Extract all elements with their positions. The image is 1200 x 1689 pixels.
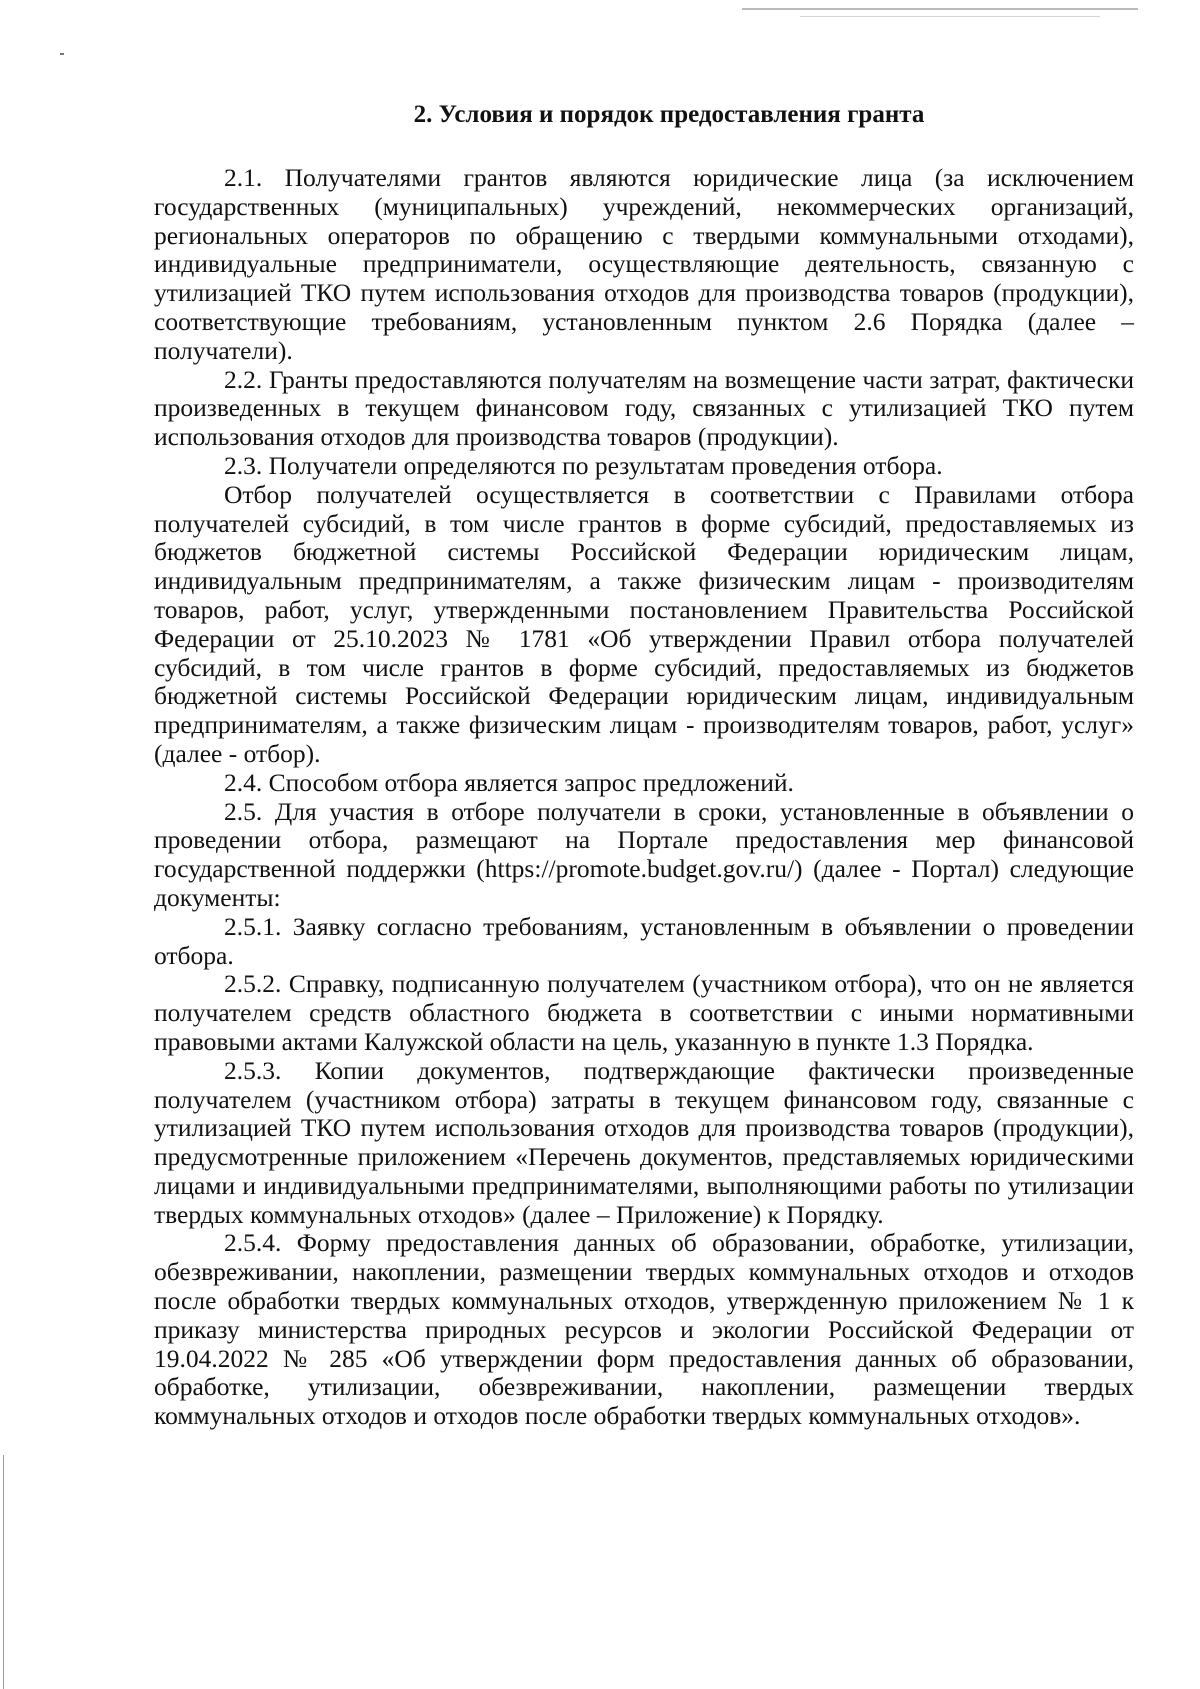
scan-artifact-line	[742, 8, 1138, 10]
document-body	[154, 100, 1134, 1431]
paragraph-2-5-3: 2.5.3. Копии документов, подтверждающие фактически произведенные получателем (участником отбора) затраты в текущем финансовом году, связанные с утилизацией ТКО путем использования отходов для производства товаров (продукции), предусмотренные приложением «Перечень документов, представляемых юридическими лицами и индивидуальными предпринимателями, выполняющими работы по утилизации твердых коммунальных отходов» (далее – Приложение) к Порядку.	[154, 1055, 1134, 1229]
paragraph-2-4: 2.4. Способом отбора является запрос предложений.	[224, 767, 794, 797]
paragraph-selection-rules: Отбор получателей осуществляется в соответствии с Правилами отбора получателей субсидий, в том числе грантов в форме субсидий, предоставляемых из бюджетов бюджетной системы Российской Федерации юридическим лицам, индивидуальным предпринимателям, а также физическим лицам - производителям товаров, работ, услуг, утвержденными постановлением Правительства Российской Федерации от 25.10.2023 № 1781 «Об утверждении Правил отбора получателей субсидий, в том числе грантов в форме субсидий, предоставляемых из бюджетов бюджетной системы Российской Федерации юридическим лицам, индивидуальным предпринимателям, а также физическим лицам - производителям товаров, работ, услуг» (далее - отбор).	[154, 479, 1134, 768]
scan-artifact-line	[800, 16, 1100, 17]
section-heading: 2. Условия и порядок предоставления гранта	[413, 101, 925, 128]
paragraph-2-1: 2.1. Получателями грантов являются юридические лица (за исключением государственных (муниципальных) учреждений, некоммерческих организаций, региональных операторов по обращению с твердыми коммунальными отходами), индивидуальные предприниматели, осуществляющие деятельность, связанную с утилизацией ТКО путем использования отходов для производства товаров (продукции), соответствующие требованиям, установленным пунктом 2.6 Порядка (далее – получатели).	[154, 163, 1134, 365]
paragraph-2-2: 2.2. Гранты предоставляются получателям на возмещение части затрат, фактически произведенных в текущем финансовом году, связанных с утилизацией ТКО путем использования отходов для производства товаров (продукции).	[154, 364, 1134, 452]
scan-artifact-dot	[60, 53, 64, 55]
paragraph-2-3: 2.3. Получатели определяются по результатам проведения отбора.	[224, 450, 943, 480]
scan-artifact-margin-line	[3, 1455, 4, 1689]
paragraph-2-5-4: 2.5.4. Форму предоставления данных об образовании, обработке, утилизации, обезвреживании, накоплении, размещении твердых коммунальных отходов и отходов после обработки твердых коммунальных отходов, утвержденную приложением № 1 к приказу министерства природных ресурсов и экологии Российской Федерации от 19.04.2022 № 285 «Об утверждении форм предоставления данных об образовании, обработке, утилизации, обезвреживании, накоплении, размещении твердых коммунальных отходов и отходов после обработки твердых коммунальных отходов».	[154, 1228, 1134, 1431]
paragraph-2-5: 2.5. Для участия в отборе получатели в сроки, установленные в объявлении о проведении отбора, размещают на Портале предоставления мер финансовой государственной поддержки (https://promote.budget.gov.ru/) (далее - Портал) следующие документы:	[154, 796, 1134, 912]
paragraph-2-5-1: 2.5.1. Заявку согласно требованиям, установленным в объявлении о проведении отбора.	[154, 911, 1134, 970]
paragraph-2-5-2: 2.5.2. Справку, подписанную получателем (участником отбора), что он не является получателем средств областного бюджета в соответствии с иными нормативными правовыми актами Калужской области на цель, указанную в пункте 1.3 Порядка.	[154, 969, 1134, 1056]
